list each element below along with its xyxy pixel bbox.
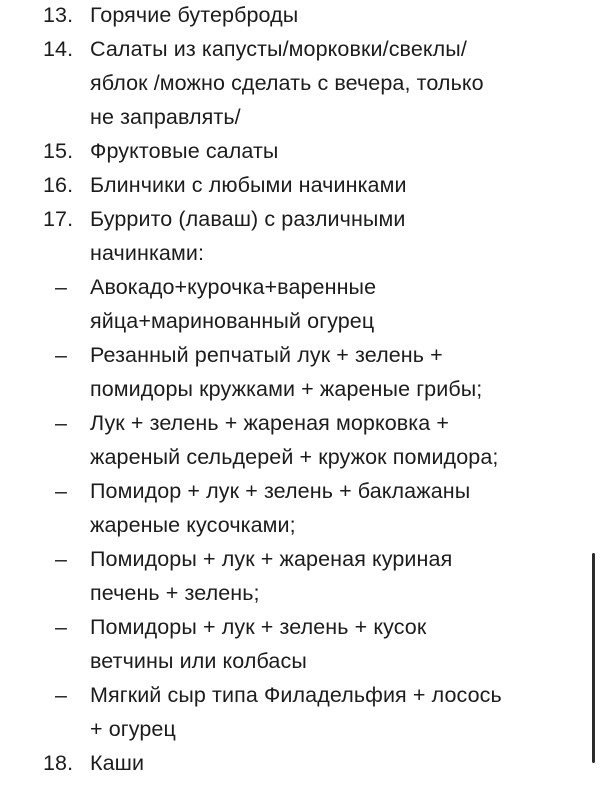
list-item-text: Горячие бутерброды	[90, 3, 299, 27]
sub-item-text: Мягкий сыр типа Филадельфия + лосось + огурец	[90, 683, 502, 741]
list-marker: 13.	[43, 3, 74, 27]
sub-item-text: Помидор + лук + зелень + баклажаны жареные кусочками;	[90, 479, 471, 537]
list-item-17	[0, 202, 590, 270]
sub-item-text: Помидоры + лук + жареная куриная печень + зелень;	[90, 547, 453, 605]
list-item-text: Фруктовые салаты	[90, 139, 279, 163]
dash-marker: –	[55, 411, 68, 435]
dash-marker: –	[55, 275, 68, 299]
list-item-14	[0, 32, 590, 134]
list-marker: 16.	[43, 173, 74, 197]
sub-item-filling-6	[0, 610, 590, 678]
list-item-18	[0, 746, 590, 780]
list-item-15	[0, 134, 590, 168]
list-item-13	[0, 0, 590, 32]
dash-marker: –	[55, 683, 68, 707]
dash-marker: –	[55, 547, 68, 571]
sub-item-text: Лук + зелень + жареная морковка + жареный сельдерей + кружок помидора;	[90, 411, 499, 469]
sub-item-filling-2	[0, 338, 590, 406]
sub-item-text: Резанный репчатый лук + зелень + помидоры кружками + жареные грибы;	[90, 343, 483, 401]
sub-item-filling-5	[0, 542, 590, 610]
dash-marker: –	[55, 343, 68, 367]
list-marker: 15.	[43, 139, 74, 163]
sub-item-filling-7	[0, 678, 590, 746]
list-marker: 14.	[43, 37, 74, 61]
list-marker: 17.	[43, 207, 74, 231]
sub-item-filling-4	[0, 474, 590, 542]
list-item-16	[0, 168, 590, 202]
sub-item-text: Авокадо+курочка+варенные яйца+маринованный огурец	[90, 275, 377, 333]
list-item-text: Буррито (лаваш) с различными начинками:	[90, 207, 406, 265]
list-item-text: Каши	[90, 751, 145, 775]
sub-item-filling-1	[0, 270, 590, 338]
sub-item-filling-3	[0, 406, 590, 474]
dash-marker: –	[55, 479, 68, 503]
list-item-text: Блинчики с любыми начинками	[90, 173, 407, 197]
vertical-scrollbar[interactable]	[592, 553, 595, 763]
list-item-text: Салаты из капусты/морковки/свеклы/ яблок /можно сделать с вечера, только не заправлять/	[90, 37, 484, 129]
dash-marker: –	[55, 615, 68, 639]
sub-item-text: Помидоры + лук + зелень + кусок ветчины или колбасы	[90, 615, 427, 673]
list-marker: 18.	[43, 751, 74, 775]
